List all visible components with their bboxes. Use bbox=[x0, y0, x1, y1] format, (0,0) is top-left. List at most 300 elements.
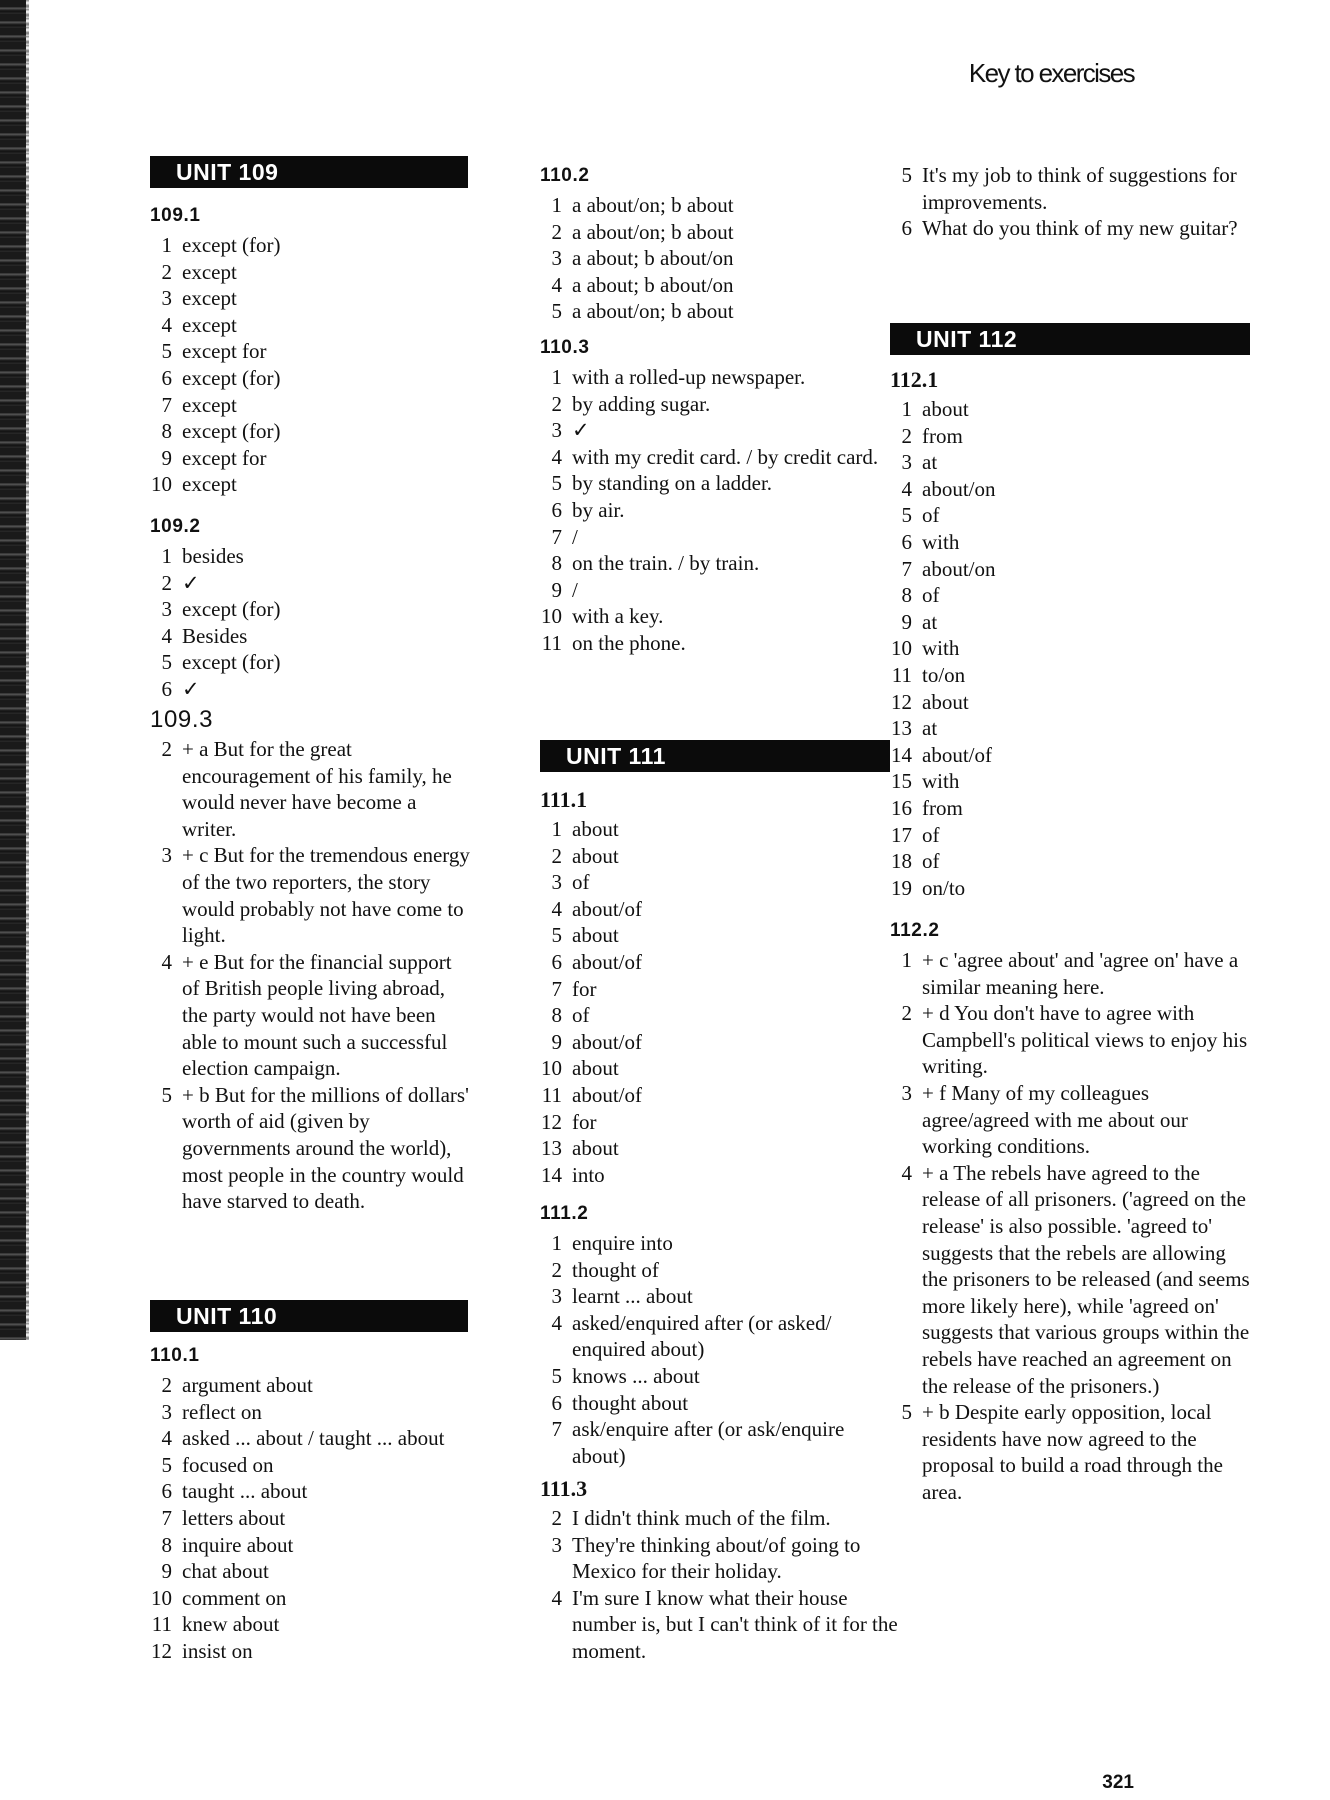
answer-item bbox=[890, 1080, 1250, 1160]
answer-text: learnt ... about bbox=[572, 1284, 693, 1309]
answer-item bbox=[540, 1162, 900, 1189]
answer-number: 1 bbox=[551, 817, 562, 841]
answer-text: thought of bbox=[572, 1257, 659, 1282]
answer-number: 7 bbox=[551, 976, 562, 1001]
answer-number: 3 bbox=[551, 418, 562, 443]
answer-number: 11 bbox=[541, 630, 562, 655]
answer-text: from bbox=[922, 423, 963, 448]
answer-item bbox=[890, 795, 1250, 822]
answer-item bbox=[890, 529, 1250, 556]
answer-number: 11 bbox=[541, 1082, 562, 1107]
answer-text: about/of bbox=[572, 949, 642, 974]
answer-item bbox=[150, 1399, 470, 1426]
answer-text: a about/on; b about bbox=[572, 193, 734, 217]
answer-text: of bbox=[922, 583, 940, 608]
answer-number: 10 bbox=[541, 604, 562, 629]
answer-number: 2 bbox=[161, 259, 172, 284]
answer-text: except bbox=[182, 312, 237, 337]
answer-number: 10 bbox=[151, 1585, 172, 1610]
answer-number: 14 bbox=[891, 742, 912, 767]
answer-number: 2 bbox=[551, 843, 562, 868]
answer-item bbox=[540, 364, 900, 391]
answer-number: 12 bbox=[151, 1638, 172, 1663]
answer-item bbox=[540, 976, 900, 1003]
answer-text: with a rolled-up newspaper. bbox=[572, 365, 806, 389]
answer-item bbox=[540, 630, 900, 657]
answer-item bbox=[540, 869, 900, 896]
page-number: 321 bbox=[1102, 1772, 1134, 1793]
answer-text: enquire into bbox=[572, 1231, 673, 1255]
answer-number: 6 bbox=[551, 1390, 562, 1415]
answer-number: 1 bbox=[551, 193, 562, 217]
answer-text: taught ... about bbox=[182, 1479, 308, 1504]
answer-number: 6 bbox=[551, 497, 562, 522]
answer-item bbox=[890, 742, 1250, 769]
answer-item bbox=[150, 570, 470, 597]
unit-header: UNIT 111 bbox=[540, 740, 890, 772]
answer-number: 4 bbox=[901, 476, 912, 501]
answer-number: 13 bbox=[891, 716, 912, 741]
answer-number: 15 bbox=[891, 769, 912, 794]
answer-text: except bbox=[182, 286, 237, 311]
answer-item bbox=[150, 445, 470, 472]
answer-list bbox=[890, 947, 1250, 1505]
answer-number: 3 bbox=[161, 286, 172, 311]
answer-item bbox=[540, 470, 900, 497]
answer-text: about bbox=[922, 397, 969, 421]
answer-number: 11 bbox=[151, 1612, 172, 1637]
answer-number: 5 bbox=[901, 163, 912, 187]
answer-number: 5 bbox=[161, 1452, 172, 1477]
answer-text: by adding sugar. bbox=[572, 391, 711, 416]
answer-text: for bbox=[572, 1109, 597, 1134]
answer-number: 4 bbox=[551, 1310, 562, 1335]
answer-number: 6 bbox=[901, 529, 912, 554]
exercise-section bbox=[540, 1475, 900, 1665]
answer-list bbox=[150, 1372, 470, 1665]
answer-number: 7 bbox=[551, 524, 562, 549]
answer-number: 2 bbox=[161, 570, 172, 595]
answer-text: comment on bbox=[182, 1585, 287, 1610]
answer-number: 5 bbox=[551, 1363, 562, 1388]
answer-item bbox=[150, 259, 470, 286]
answer-number: 4 bbox=[161, 623, 172, 648]
answer-text: argument about bbox=[182, 1373, 313, 1397]
answer-text: ✓ bbox=[572, 418, 590, 443]
answer-text: except (for) bbox=[182, 597, 281, 622]
answer-text: / bbox=[572, 577, 578, 602]
answer-number: 10 bbox=[891, 636, 912, 661]
answer-number: 11 bbox=[891, 662, 912, 687]
answer-item bbox=[890, 822, 1250, 849]
answer-list bbox=[890, 396, 1250, 901]
answer-number: 2 bbox=[551, 391, 562, 416]
answer-item bbox=[540, 896, 900, 923]
answer-list bbox=[540, 1230, 900, 1469]
answer-text: about bbox=[572, 1056, 619, 1081]
answer-text: with bbox=[922, 636, 960, 661]
answer-number: 7 bbox=[161, 1505, 172, 1530]
answer-text: + c But for the tremendous energy of the two reporters, the story would probably not have come to light. bbox=[182, 843, 470, 948]
answer-item bbox=[540, 417, 900, 444]
answer-text: about bbox=[572, 1136, 619, 1161]
answer-item bbox=[890, 947, 1250, 1000]
book-spine-shadow bbox=[0, 0, 26, 1340]
answer-text: What do you think of my new guitar? bbox=[922, 216, 1238, 241]
answer-text: at bbox=[922, 716, 938, 741]
answer-item bbox=[540, 1055, 900, 1082]
answer-number: 6 bbox=[161, 1479, 172, 1504]
answer-text: thought about bbox=[572, 1390, 689, 1415]
exercise-heading: 109.1 bbox=[150, 205, 201, 226]
answer-item bbox=[890, 662, 1250, 689]
unit-header: UNIT 109 bbox=[150, 156, 468, 188]
answer-number: 4 bbox=[551, 444, 562, 469]
answer-number: 3 bbox=[161, 843, 172, 868]
answer-text: about/of bbox=[572, 1029, 642, 1054]
answer-number: 7 bbox=[161, 392, 172, 417]
answer-item bbox=[540, 1257, 900, 1284]
answer-item bbox=[150, 649, 470, 676]
answer-number: 2 bbox=[161, 737, 172, 761]
answer-item bbox=[540, 843, 900, 870]
answer-text: ✓ bbox=[182, 676, 200, 701]
answer-number: 16 bbox=[891, 795, 912, 820]
answer-text: insist on bbox=[182, 1638, 253, 1663]
answer-number: 2 bbox=[551, 1257, 562, 1282]
answer-list bbox=[540, 816, 900, 1188]
answer-text: with a key. bbox=[572, 604, 664, 629]
exercise-section bbox=[150, 706, 470, 1215]
answer-number: 2 bbox=[551, 219, 562, 244]
answer-number: 7 bbox=[551, 1417, 562, 1442]
exercise-section bbox=[540, 162, 900, 325]
exercise-section bbox=[540, 334, 900, 657]
answer-item bbox=[890, 609, 1250, 636]
exercise-section bbox=[150, 513, 470, 703]
answer-item bbox=[890, 635, 1250, 662]
answer-text: except bbox=[182, 472, 237, 497]
answer-number: 1 bbox=[161, 233, 172, 257]
answer-number: 4 bbox=[551, 896, 562, 921]
exercise-heading: 110.2 bbox=[540, 165, 590, 186]
answer-item bbox=[890, 162, 1250, 215]
answer-text: knows ... about bbox=[572, 1363, 700, 1388]
answer-text: reflect on bbox=[182, 1399, 262, 1424]
answer-text: at bbox=[922, 450, 938, 475]
answer-text: except bbox=[182, 259, 237, 284]
answer-text: of bbox=[572, 1003, 590, 1028]
answer-text: They're thinking about/of going to Mexico for their holiday. bbox=[572, 1532, 861, 1584]
book-spine-edge bbox=[26, 0, 29, 1340]
answer-item bbox=[540, 391, 900, 418]
answer-number: 9 bbox=[551, 1029, 562, 1054]
answer-item bbox=[890, 215, 1250, 242]
answer-list bbox=[150, 232, 470, 498]
answer-item bbox=[150, 1372, 470, 1399]
answer-item bbox=[150, 365, 470, 392]
answer-number: 17 bbox=[891, 822, 912, 847]
answer-text: I didn't think much of the film. bbox=[572, 1506, 831, 1530]
answer-text: except for bbox=[182, 339, 267, 364]
answer-number: 9 bbox=[161, 1559, 172, 1584]
answer-item bbox=[150, 623, 470, 650]
answer-number: 4 bbox=[551, 272, 562, 297]
answer-number: 8 bbox=[551, 1003, 562, 1028]
answer-number: 18 bbox=[891, 849, 912, 874]
answer-text: besides bbox=[182, 544, 244, 568]
answer-text: ✓ bbox=[182, 570, 200, 595]
answer-item bbox=[150, 232, 470, 259]
answer-number: 3 bbox=[551, 246, 562, 271]
answer-number: 6 bbox=[161, 676, 172, 701]
exercise-heading: 111.1 bbox=[540, 787, 588, 812]
answer-item bbox=[540, 192, 900, 219]
answer-text: It's my job to think of suggestions for improvements. bbox=[922, 163, 1237, 214]
answer-list bbox=[540, 1505, 900, 1665]
answer-text: on the phone. bbox=[572, 630, 686, 655]
answer-text: a about; b about/on bbox=[572, 272, 734, 297]
answer-item bbox=[150, 392, 470, 419]
answer-item bbox=[540, 577, 900, 604]
answer-item bbox=[150, 1532, 470, 1559]
answer-item bbox=[150, 949, 470, 1082]
answer-item bbox=[540, 1002, 900, 1029]
answer-item bbox=[150, 842, 470, 948]
answer-number: 3 bbox=[901, 1080, 912, 1105]
exercise-heading: 112.2 bbox=[890, 920, 940, 941]
answer-number: 2 bbox=[161, 1373, 172, 1397]
answer-text: + a The rebels have agreed to the release of all prisoners. ('agreed on the release' is also possible. 'agreed to' suggests that the rebels are allowing the prisoners to be released (and seems more likely here), while 'agreed on' suggests that various groups within the rebels have reached an agreement on the release of the prisoners.) bbox=[922, 1160, 1250, 1398]
answer-list bbox=[890, 162, 1250, 242]
answer-item bbox=[150, 285, 470, 312]
answer-item bbox=[150, 1452, 470, 1479]
answer-number: 13 bbox=[541, 1136, 562, 1161]
answer-text: asked/enquired after (or asked/ enquired about) bbox=[572, 1310, 832, 1362]
answer-number: 1 bbox=[551, 1231, 562, 1255]
answer-item bbox=[540, 497, 900, 524]
answer-number: 8 bbox=[551, 551, 562, 576]
answer-number: 5 bbox=[551, 923, 562, 948]
answer-item bbox=[540, 603, 900, 630]
answer-number: 1 bbox=[161, 544, 172, 568]
answer-text: chat about bbox=[182, 1559, 269, 1584]
answer-number: 12 bbox=[541, 1109, 562, 1134]
answer-number: 10 bbox=[541, 1056, 562, 1081]
answer-item bbox=[890, 1160, 1250, 1399]
answer-text: of bbox=[922, 849, 940, 874]
answer-item bbox=[890, 476, 1250, 503]
answer-text: inquire about bbox=[182, 1532, 294, 1557]
answer-item bbox=[150, 1638, 470, 1665]
answer-text: about/of bbox=[572, 1082, 642, 1107]
answer-item bbox=[540, 298, 900, 325]
answer-text: Besides bbox=[182, 623, 248, 648]
answer-number: 7 bbox=[901, 556, 912, 581]
answer-item bbox=[150, 736, 470, 842]
answer-item bbox=[540, 922, 900, 949]
answer-text: except bbox=[182, 392, 237, 417]
answer-number: 8 bbox=[161, 419, 172, 444]
exercise-section bbox=[890, 160, 1250, 242]
answer-number: 2 bbox=[551, 1506, 562, 1530]
answer-text: by standing on a ladder. bbox=[572, 471, 773, 496]
answer-text: on the train. / by train. bbox=[572, 551, 760, 576]
exercise-heading: 111.3 bbox=[540, 1476, 588, 1501]
answer-number: 5 bbox=[901, 503, 912, 528]
answer-text: + d You don't have to agree with Campbell's political views to enjoy his writing. bbox=[922, 1001, 1248, 1079]
answer-number: 4 bbox=[161, 949, 172, 974]
answer-item bbox=[540, 219, 900, 246]
answer-text: + b Despite early opposition, local residents have now agreed to the proposal to build a road through the area. bbox=[922, 1400, 1223, 1504]
answer-number: 6 bbox=[161, 365, 172, 390]
exercise-heading: 111.2 bbox=[540, 1203, 589, 1224]
answer-item bbox=[150, 338, 470, 365]
answer-text: on/to bbox=[922, 875, 966, 900]
answer-text: with my credit card. / by credit card. bbox=[572, 444, 879, 469]
exercise-heading: 109.2 bbox=[150, 516, 201, 537]
answer-item bbox=[540, 1310, 900, 1363]
answer-text: except for bbox=[182, 445, 267, 470]
answer-number: 5 bbox=[161, 650, 172, 675]
answer-number: 19 bbox=[891, 875, 912, 900]
answer-item bbox=[540, 524, 900, 551]
answer-number: 6 bbox=[551, 949, 562, 974]
answer-number: 3 bbox=[161, 597, 172, 622]
answer-item bbox=[540, 272, 900, 299]
answer-text: + b But for the millions of dollars' worth of aid (given by governments around the world), most people in the country would have starved to death. bbox=[182, 1082, 469, 1214]
answer-text: about/of bbox=[922, 742, 992, 767]
answer-item bbox=[540, 1230, 900, 1257]
answer-text: about bbox=[572, 923, 619, 948]
answer-number: 3 bbox=[551, 1532, 562, 1557]
answer-item bbox=[150, 1505, 470, 1532]
exercise-heading: 112.1 bbox=[890, 367, 939, 392]
answer-item bbox=[540, 1283, 900, 1310]
answer-number: 14 bbox=[541, 1162, 562, 1187]
answer-number: 2 bbox=[901, 423, 912, 448]
exercise-section bbox=[890, 917, 1250, 1505]
answer-item bbox=[540, 1109, 900, 1136]
answer-item bbox=[540, 1416, 900, 1469]
answer-text: + e But for the financial support of British people living abroad, the party would not have been able to mount such a successful election campaign. bbox=[182, 949, 452, 1081]
answer-text: except (for) bbox=[182, 233, 281, 257]
answer-item bbox=[540, 444, 900, 471]
answer-item bbox=[150, 543, 470, 570]
answer-list bbox=[150, 736, 470, 1215]
answer-item bbox=[150, 1082, 470, 1215]
answer-text: with bbox=[922, 769, 960, 794]
answer-item bbox=[150, 1425, 470, 1452]
answer-list bbox=[540, 364, 900, 657]
answer-text: a about/on; b about bbox=[572, 219, 734, 244]
running-header: Key to exercises bbox=[968, 58, 1134, 88]
answer-text: + a But for the great encouragement of his family, he would never have become a writer. bbox=[182, 737, 452, 841]
answer-item bbox=[540, 245, 900, 272]
answer-number: 10 bbox=[151, 472, 172, 497]
answer-item bbox=[540, 816, 900, 843]
answer-text: into bbox=[572, 1162, 605, 1187]
answer-text: a about/on; b about bbox=[572, 299, 734, 324]
answer-item bbox=[890, 556, 1250, 583]
answer-list bbox=[540, 192, 900, 325]
exercise-heading: 110.1 bbox=[150, 1345, 200, 1366]
answer-item bbox=[150, 418, 470, 445]
answer-number: 5 bbox=[551, 471, 562, 496]
answer-number: 4 bbox=[551, 1585, 562, 1610]
answer-item bbox=[150, 1611, 470, 1638]
answer-item bbox=[890, 1399, 1250, 1505]
answer-text: from bbox=[922, 795, 963, 820]
answer-text: focused on bbox=[182, 1452, 274, 1477]
answer-item bbox=[540, 1029, 900, 1056]
answer-number: 6 bbox=[901, 216, 912, 241]
answer-item bbox=[890, 1000, 1250, 1080]
answer-item bbox=[890, 689, 1250, 716]
answer-item bbox=[150, 312, 470, 339]
answer-number: 3 bbox=[551, 1284, 562, 1309]
answer-item bbox=[540, 1505, 900, 1532]
answer-item bbox=[890, 423, 1250, 450]
answer-number: 1 bbox=[551, 365, 562, 389]
answer-number: 4 bbox=[161, 1426, 172, 1451]
answer-item bbox=[890, 582, 1250, 609]
answer-text: for bbox=[572, 976, 597, 1001]
answer-item bbox=[890, 715, 1250, 742]
answer-item bbox=[150, 1558, 470, 1585]
answer-number: 3 bbox=[901, 450, 912, 475]
answer-text: + f Many of my colleagues agree/agreed with me about our working conditions. bbox=[922, 1080, 1188, 1159]
answer-item bbox=[150, 1585, 470, 1612]
exercise-heading: 110.3 bbox=[540, 337, 590, 358]
answer-text: letters about bbox=[182, 1505, 286, 1530]
answer-number: 5 bbox=[901, 1400, 912, 1425]
answer-text: I'm sure I know what their house number is, but I can't think of it for the moment. bbox=[572, 1585, 898, 1663]
answer-text: about bbox=[572, 817, 619, 841]
answer-item bbox=[150, 596, 470, 623]
answer-item bbox=[890, 848, 1250, 875]
answer-number: 9 bbox=[551, 577, 562, 602]
answer-text: of bbox=[922, 822, 940, 847]
answer-number: 1 bbox=[901, 948, 912, 972]
answer-item bbox=[540, 1585, 900, 1665]
answer-text: with bbox=[922, 529, 960, 554]
answer-number: 9 bbox=[161, 445, 172, 470]
answer-number: 2 bbox=[901, 1001, 912, 1026]
answer-text: except (for) bbox=[182, 419, 281, 444]
answer-item bbox=[540, 550, 900, 577]
answer-item bbox=[540, 1363, 900, 1390]
answer-number: 12 bbox=[891, 689, 912, 714]
answer-text: at bbox=[922, 609, 938, 634]
answer-text: about/on bbox=[922, 556, 996, 581]
answer-item bbox=[540, 1135, 900, 1162]
answer-text: knew about bbox=[182, 1612, 280, 1637]
answer-number: 8 bbox=[161, 1532, 172, 1557]
answer-number: 5 bbox=[161, 339, 172, 364]
exercise-section bbox=[540, 1200, 900, 1469]
answer-item bbox=[150, 676, 470, 703]
answer-item bbox=[890, 768, 1250, 795]
unit-header: UNIT 110 bbox=[150, 1300, 468, 1332]
answer-text: about/of bbox=[572, 896, 642, 921]
exercise-section bbox=[540, 786, 900, 1188]
answer-text: by air. bbox=[572, 497, 625, 522]
answer-text: asked ... about / taught ... about bbox=[182, 1426, 445, 1451]
answer-text: to/on bbox=[922, 662, 966, 687]
exercise-section bbox=[150, 1342, 470, 1665]
answer-item bbox=[890, 396, 1250, 423]
